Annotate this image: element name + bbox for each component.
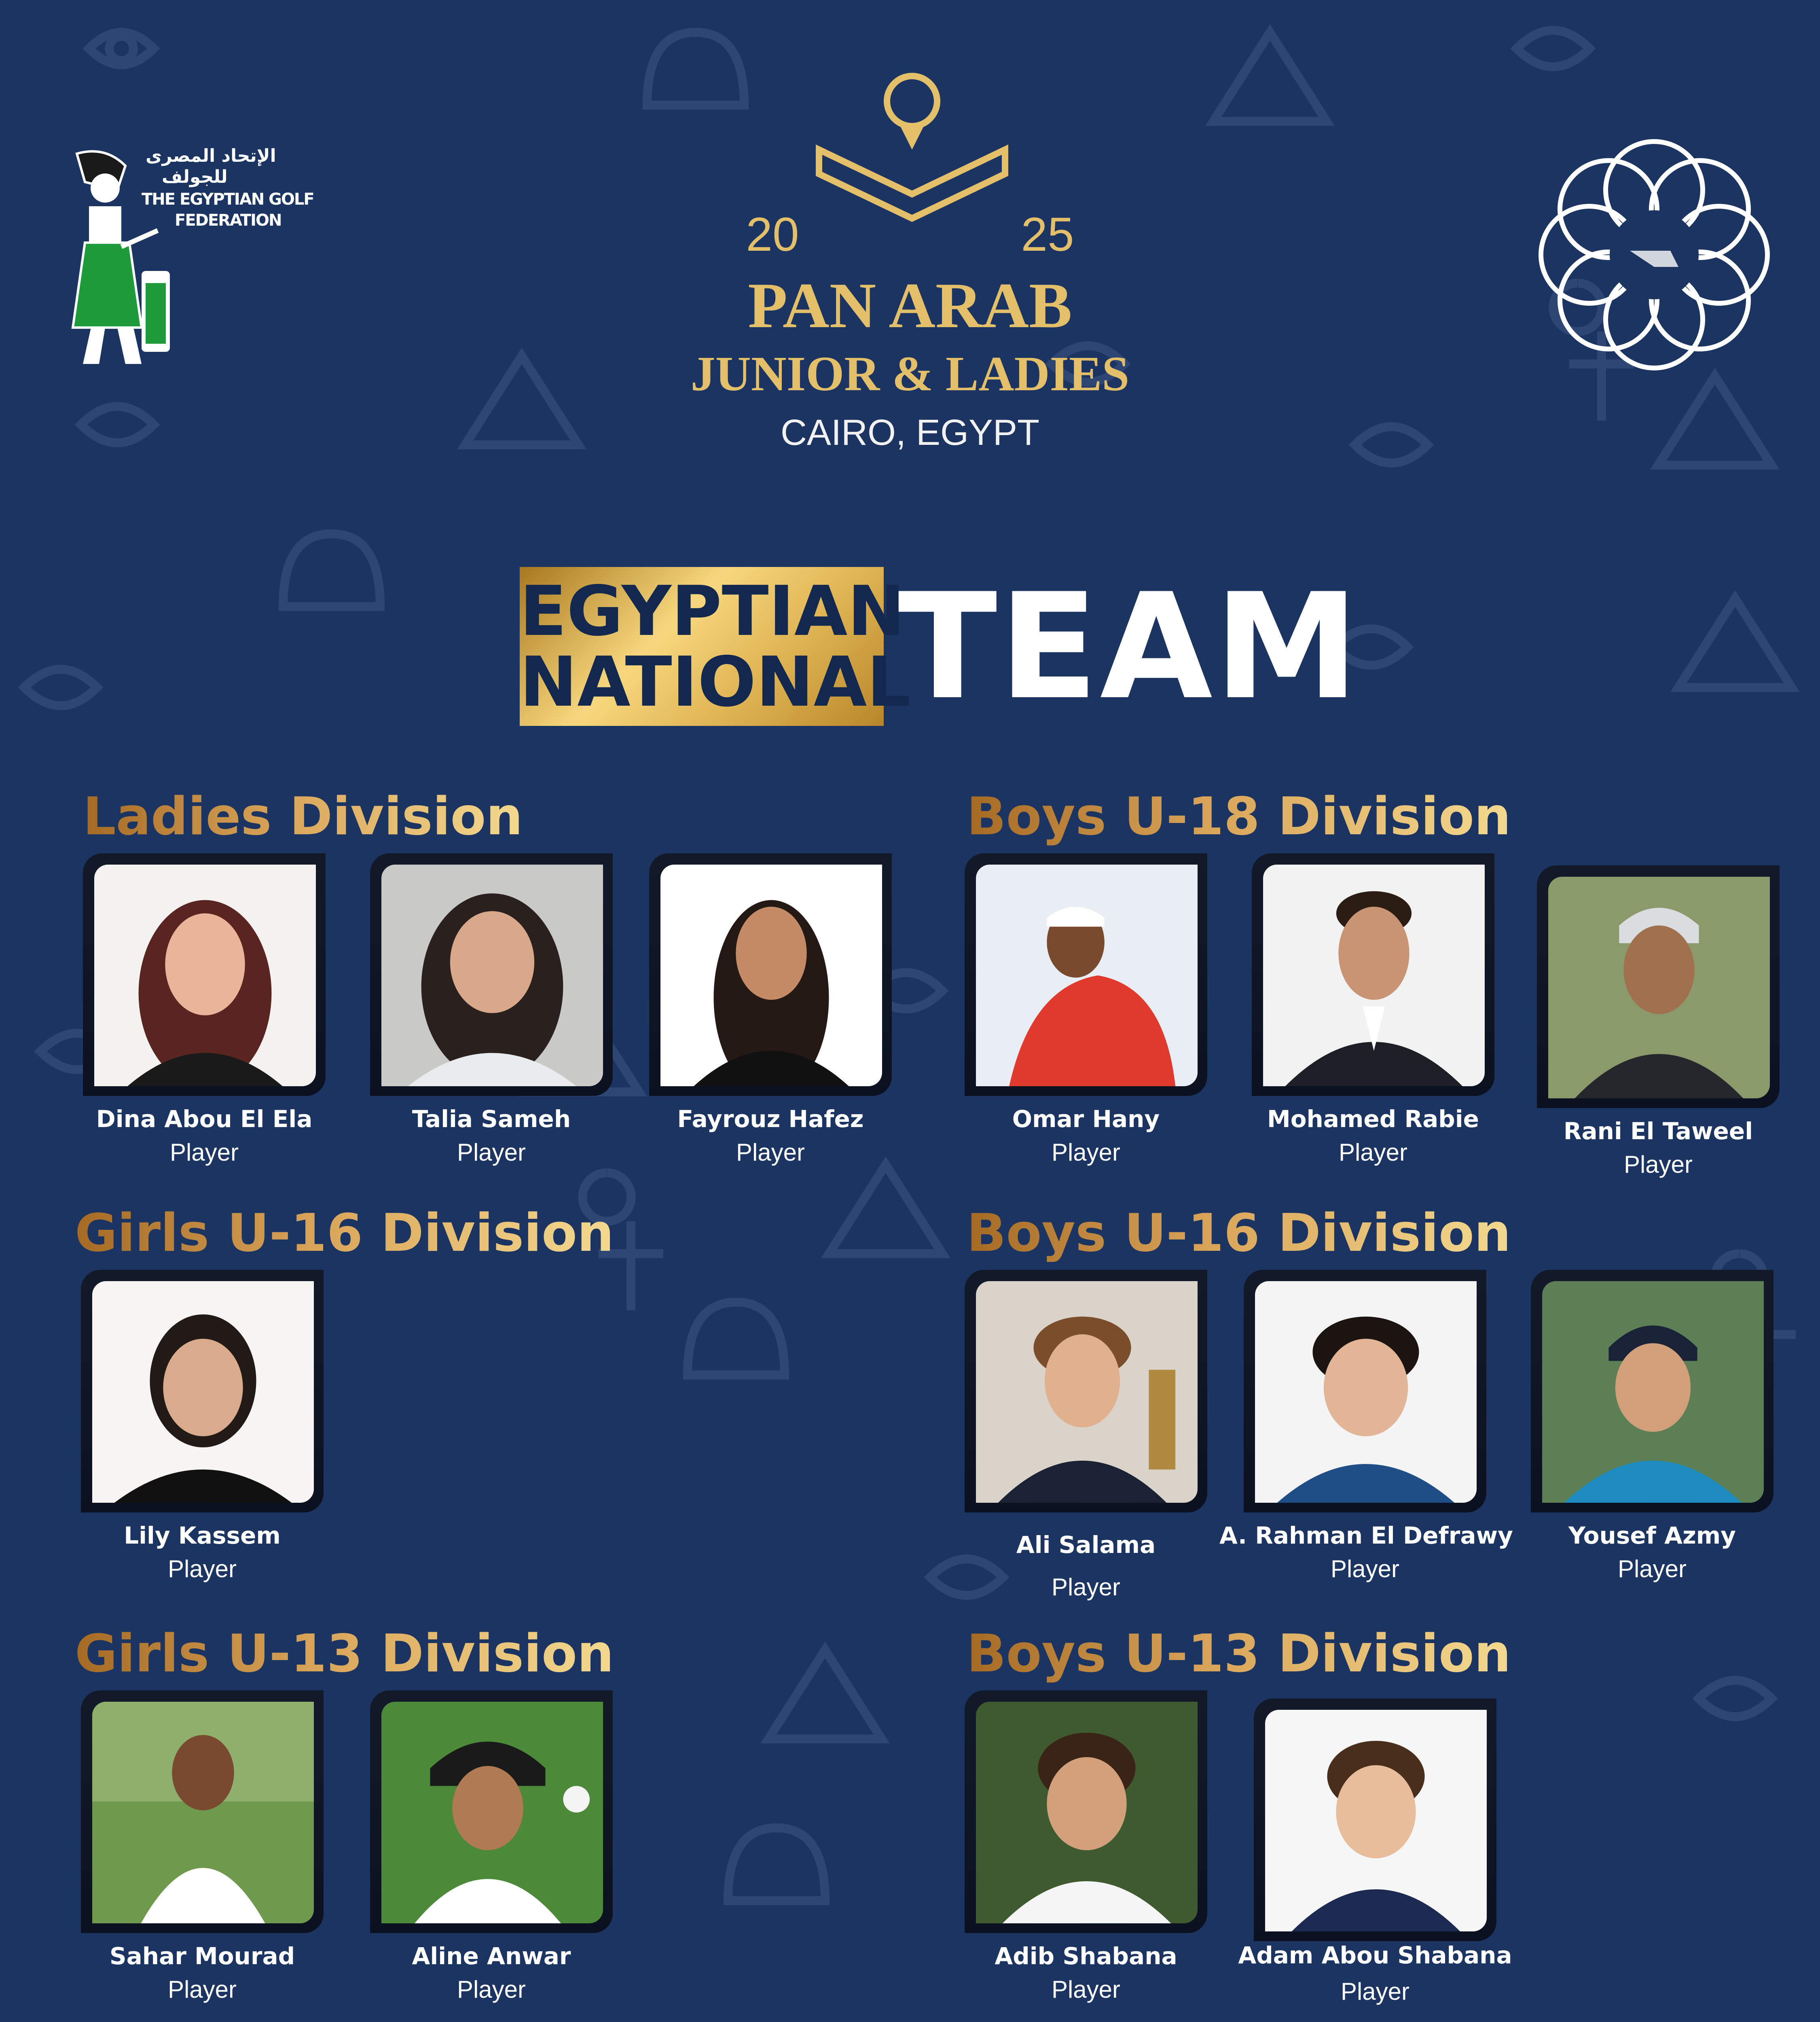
player-role: Player bbox=[1051, 1139, 1121, 1166]
federation-line3: THE EGYPTIAN GOLF bbox=[142, 190, 314, 209]
division-title-boys-u13: Boys U-13 Division bbox=[967, 1624, 1511, 1684]
player-name: Sahar Mourad bbox=[109, 1942, 295, 1970]
player-role: Player bbox=[1340, 1978, 1410, 2005]
title-line-national: NATIONAL bbox=[520, 642, 911, 722]
player-photo bbox=[1542, 1281, 1764, 1503]
title-line-egyptian: EGYPTIAN bbox=[520, 571, 905, 651]
player-photo bbox=[92, 1702, 314, 1923]
player-role: Player bbox=[1051, 1574, 1121, 1601]
event-location: CAIRO, EGYPT bbox=[780, 412, 1040, 453]
division-title-girls-u13: Girls U-13 Division bbox=[75, 1624, 614, 1684]
division-title-boys-u18: Boys U-18 Division bbox=[967, 787, 1511, 847]
player-name: Lily Kassem bbox=[124, 1522, 281, 1549]
player-photo bbox=[976, 1281, 1198, 1503]
player-photo bbox=[1255, 1281, 1477, 1503]
player-photo bbox=[1548, 877, 1770, 1098]
player-role: Player bbox=[1617, 1555, 1687, 1582]
player-role: Player bbox=[457, 1139, 526, 1166]
player-name: Dina Abou El Ela bbox=[96, 1105, 313, 1133]
player-name: Adam Abou Shabana bbox=[1238, 1942, 1512, 1969]
player-name: A. Rahman El Defrawy bbox=[1219, 1522, 1513, 1549]
player-role: Player bbox=[167, 1976, 237, 2003]
division-title-boys-u16: Boys U-16 Division bbox=[967, 1203, 1511, 1263]
player-photo bbox=[381, 865, 603, 1086]
title-gold-box bbox=[520, 567, 911, 726]
event-name: PAN ARAB bbox=[748, 269, 1072, 341]
player-role: Player bbox=[167, 1555, 237, 1582]
player-name: Omar Hany bbox=[1012, 1105, 1160, 1133]
federation-arabic-line2: للجولف bbox=[162, 167, 228, 187]
player-name: Fayrouz Hafez bbox=[677, 1105, 864, 1133]
player-photo bbox=[92, 1281, 314, 1503]
player-photo bbox=[1265, 1710, 1487, 1931]
title-team: TEAM bbox=[898, 562, 1361, 732]
player-name: Ali Salama bbox=[1016, 1531, 1156, 1559]
pan-arab-golf-ball-logo-icon bbox=[807, 73, 1017, 222]
player-role: Player bbox=[457, 1976, 526, 2003]
player-name: Mohamed Rabie bbox=[1267, 1105, 1479, 1133]
player-name: Aline Anwar bbox=[412, 1942, 571, 1970]
player-role: Player bbox=[1330, 1555, 1400, 1582]
player-name: Adib Shabana bbox=[995, 1942, 1177, 1970]
division-title-girls-u16: Girls U-16 Division bbox=[75, 1203, 614, 1263]
player-photo bbox=[94, 865, 316, 1086]
event-subtitle: JUNIOR & LADIES bbox=[690, 347, 1130, 401]
player-photo bbox=[381, 1702, 603, 1923]
player-role: Player bbox=[736, 1139, 805, 1166]
federation-line4: FEDERATION bbox=[175, 211, 281, 230]
player-role: Player bbox=[169, 1139, 239, 1166]
player-photo bbox=[976, 1702, 1198, 1923]
federation-logo bbox=[61, 142, 314, 368]
division-title-ladies: Ladies Division bbox=[83, 787, 523, 847]
arab-golf-federation-rosette-logo-icon bbox=[1537, 137, 1771, 372]
player-name: Talia Sameh bbox=[412, 1105, 571, 1133]
event-year-right: 25 bbox=[1021, 208, 1074, 261]
player-role: Player bbox=[1623, 1151, 1693, 1178]
player-name: Rani El Taweel bbox=[1563, 1117, 1753, 1145]
player-role: Player bbox=[1338, 1139, 1408, 1166]
federation-arabic-line1: الإتحاد المصرى bbox=[146, 146, 276, 166]
player-name: Yousef Azmy bbox=[1568, 1522, 1736, 1549]
player-photo bbox=[976, 865, 1198, 1086]
player-role: Player bbox=[1051, 1976, 1121, 2003]
player-photo bbox=[1263, 865, 1485, 1086]
player-photo bbox=[660, 865, 882, 1086]
event-year-left: 20 bbox=[746, 208, 799, 261]
